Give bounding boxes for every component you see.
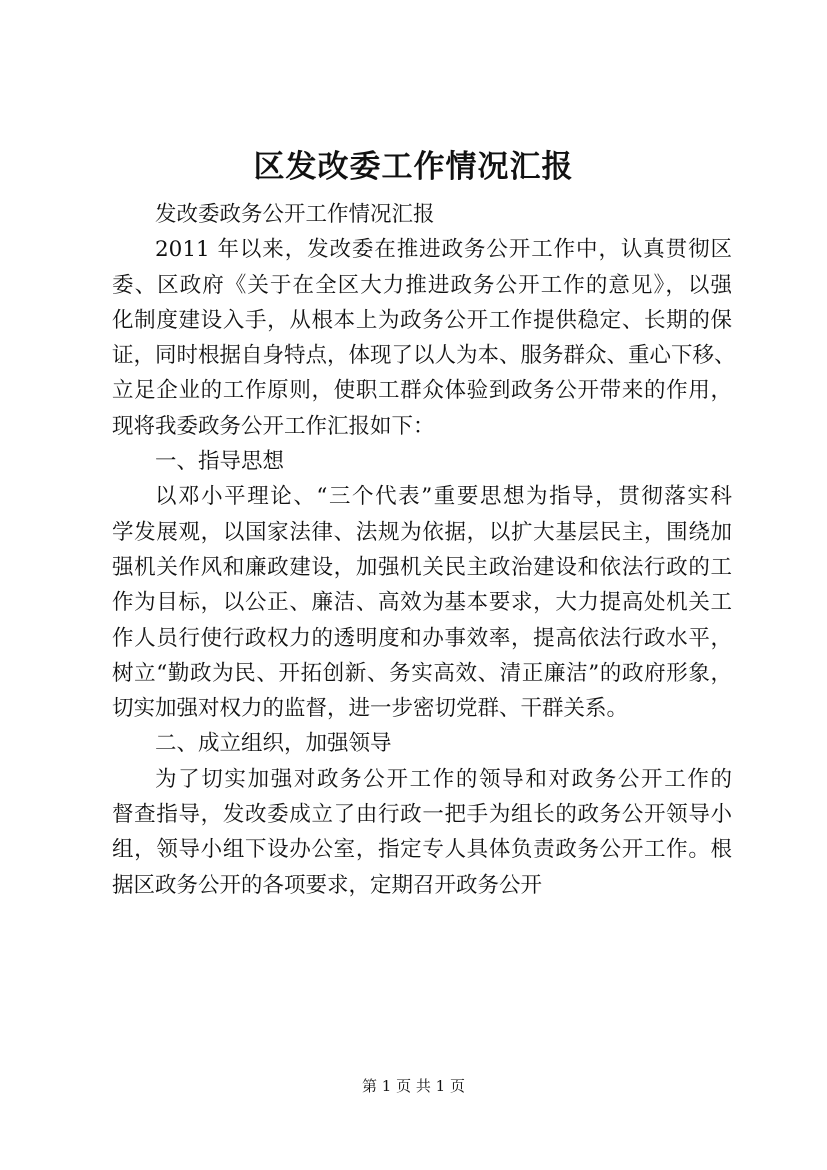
text-line: 发改委政务公开工作情况汇报 [155, 202, 435, 227]
text-line: 树立“勤政为民、开拓创新、务实高效、清正廉洁”的政府形象， [112, 660, 732, 686]
document-title: 区发改委工作情况汇报 [253, 149, 574, 185]
text-line: 二、成立组织，加强领导 [155, 731, 392, 757]
text-line: 以邓小平理论、“三个代表”重要思想为指导，贯彻落实科 [155, 484, 732, 510]
text-line: 委、区政府《关于在全区大力推进政务公开工作的意见》，以强 [112, 272, 732, 298]
text-line: 据区政务公开的各项要求，定期召开政务公开 [112, 872, 543, 898]
text-line: 作为目标，以公正、廉洁、高效为基本要求，大力提高处机关工 [112, 590, 732, 616]
text-line: 督查指导，发改委成立了由行政一把手为组长的政务公开领导小 [112, 802, 732, 828]
document-body [112, 197, 736, 903]
text-line: 立足企业的工作原则，使职工群众体验到政务公开带来的作用， [112, 378, 732, 404]
text-line: 作人员行使行政权力的透明度和办事效率，提高依法行政水平， [112, 625, 732, 651]
text-line: 2011 年以来，发改委在推进政务公开工作中，认真贯彻区 [155, 237, 732, 263]
text-line: 切实加强对权力的监督，进一步密切党群、干群关系。 [112, 696, 629, 722]
text-line: 强机关作风和廉政建设，加强机关民主政治建设和依法行政的工 [112, 554, 732, 580]
text-line: 学发展观，以国家法律、法规为依据，以扩大基层民主，围绕加 [112, 519, 732, 545]
page-footer: 第 1 页 共 1 页 [362, 1077, 465, 1095]
text-line: 一、指导思想 [155, 449, 285, 475]
text-line: 化制度建设入手，从根本上为政务公开工作提供稳定、长期的保 [112, 307, 732, 333]
text-line: 组，领导小组下设办公室，指定专人具体负责政务公开工作。根 [112, 837, 732, 863]
text-line: 现将我委政务公开工作汇报如下： [112, 413, 435, 439]
text-line: 证，同时根据自身特点，体现了以人为本、服务群众、重心下移、 [112, 343, 736, 369]
text-line: 为了切实加强对政务公开工作的领导和对政务公开工作的 [155, 766, 732, 792]
